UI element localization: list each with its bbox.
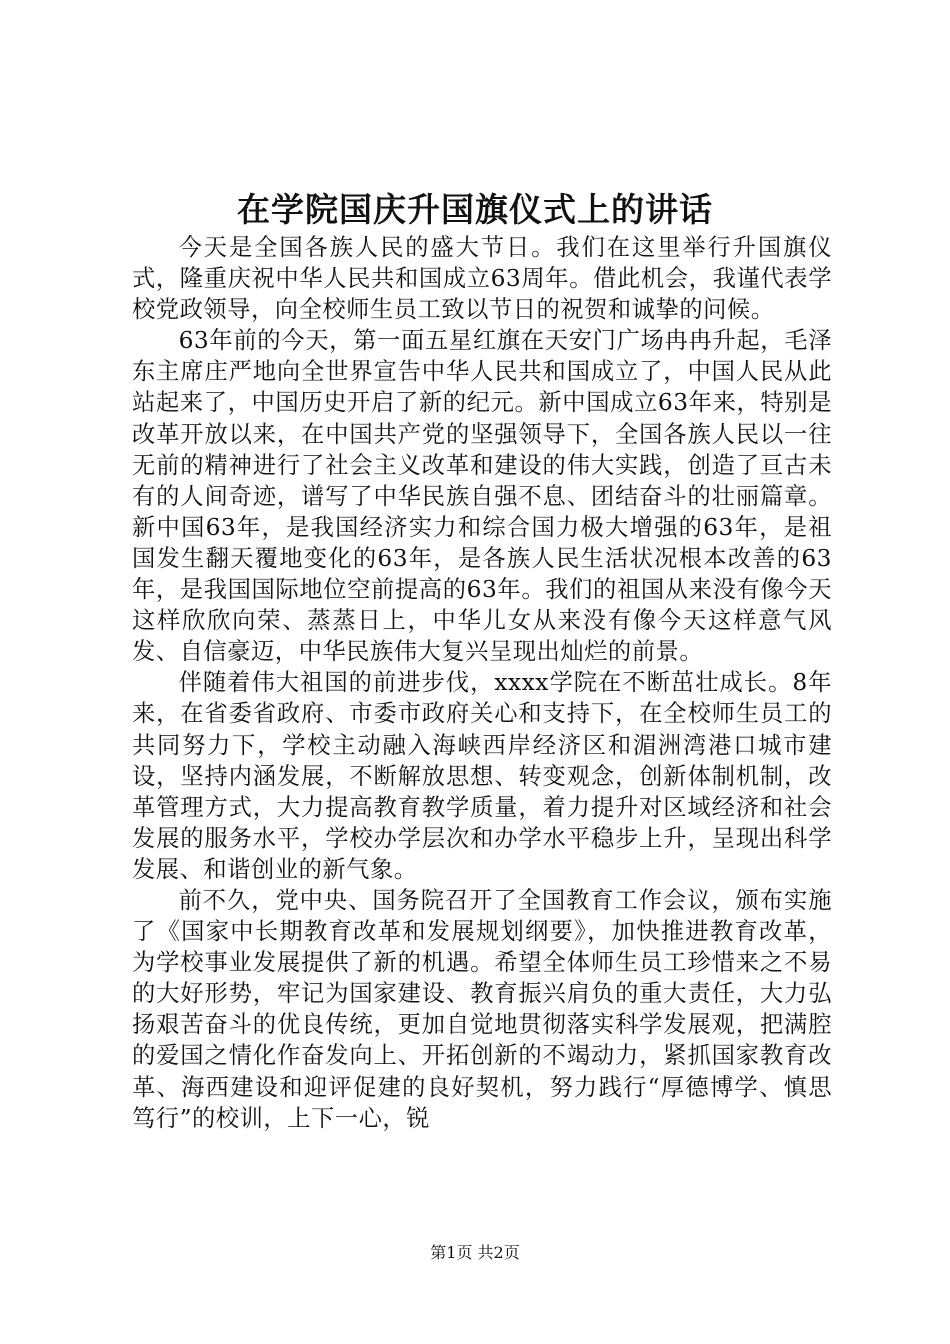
paragraph-1: 今天是全国各族人民的盛大节日。我们在这里举行升国旗仪式，隆重庆祝中华人民共和国成立63周年。借此机会，我谨代表学校党政领导，向全校师生员工致以节日的祝贺和诚挚的问候。: [132, 234, 832, 324]
document-title: 在学院国庆升国旗仪式上的讲话: [237, 190, 713, 229]
paragraph-3: 伴随着伟大祖国的前进步伐，xxxx学院在不断茁壮成长。8年来，在省委省政府、市委市政府关心和支持下，在全校师生员工的共同努力下，学校主动融入海峡西岸经济区和湄洲湾港口城市建设，坚持内涵发展，不断解放思想、转变观念，创新体制机制，改革管理方式，大力提高教育教学质量，着力提升对区域经济和社会发展的服务水平，学校办学层次和办学水平稳步上升，呈现出科学发展、和谐创业的新气象。: [132, 669, 832, 883]
document-body: [132, 232, 832, 1134]
page-number-footer: 第1页 共2页: [430, 1243, 520, 1262]
paragraph-4: 前不久，党中央、国务院召开了全国教育工作会议，颁布实施了《国家中长期教育改革和发展规划纲要》，加快推进教育改革，为学校事业发展提供了新的机遇。希望全体师生员工珍惜来之不易的大好形势，牢记为国家建设、教育振兴肩负的重大责任，大力弘扬艰苦奋斗的优良传统，更加自觉地贯彻落实科学发展观，把满腔的爱国之情化作奋发向上、开拓创新的不竭动力，紧抓国家教育改革、海西建设和迎评促建的良好契机，努力践行“厚德博学、慎思笃行”的校训，上下一心，锐: [132, 886, 832, 1132]
paragraph-2: 63年前的今天，第一面五星红旗在天安门广场冉冉升起，毛泽东主席庄严地向全世界宣告中华人民共和国成立了，中国人民从此站起来了，中国历史开启了新的纪元。新中国成立63年来，特别是改革开放以来，在中国共产党的坚强领导下，全国各族人民以一往无前的精神进行了社会主义改革和建设的伟大实践，创造了亘古未有的人间奇迹，谱写了中华民族自强不息、团结奋斗的壮丽篇章。新中国63年，是我国经济实力和综合国力极大增强的63年，是祖国发生翻天覆地变化的63年，是各族人民生活状况根本改善的63年，是我国国际地位空前提高的63年。我们的祖国从来没有像今天这样欣欣向荣、蒸蒸日上，中华儿女从来没有像今天这样意气风发、自信豪迈，中华民族伟大复兴呈现出灿烂的前景。: [132, 327, 832, 666]
